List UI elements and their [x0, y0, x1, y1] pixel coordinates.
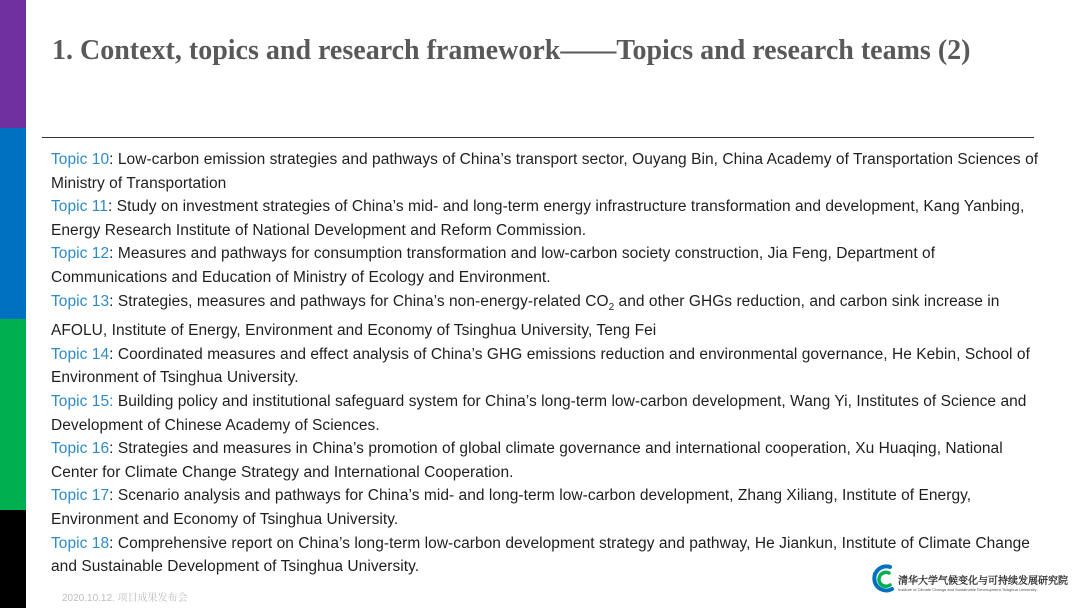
- title-divider: [42, 137, 1034, 138]
- topic-item-16: [51, 437, 1041, 484]
- topic-label: Topic 14: [51, 345, 110, 363]
- topic-label: Topic 11: [51, 198, 108, 216]
- topic-item-15: [51, 390, 1041, 437]
- topic-separator: :: [109, 345, 114, 363]
- tsinghua-iccsd-swirl-icon: [868, 562, 898, 596]
- topic-separator: :: [109, 292, 114, 310]
- topic-label: Topic 13: [51, 292, 110, 310]
- topic-description: Measures and pathways for consumption transformation and low-carbon society construction, Jia Feng, Department of Communications and Education of Ministry of Ecology and Environment.: [51, 245, 936, 286]
- topic-description: Strategies and measures in China’s promotion of global climate governance and international cooperation, Xu Huaqing, National Center for Climate Change Strategy and International Cooperation.: [51, 440, 1003, 481]
- topic-separator: :: [109, 534, 114, 552]
- topic-separator: :: [109, 487, 114, 505]
- topic-description: Coordinated measures and effect analysis of China’s GHG emissions reduction and environmental governance, He Kebin, School of Environment of Tsinghua University.: [51, 345, 1030, 387]
- subscript-2: 2: [608, 301, 615, 313]
- sidebar-stripe-black: [0, 510, 26, 608]
- sidebar-stripe-purple: [0, 0, 26, 128]
- institute-logo: [868, 562, 1074, 598]
- topic-description: Strategies, measures and pathways for China’s non-energy-related CO: [113, 292, 609, 310]
- topic-item-13: [51, 290, 1041, 343]
- topic-description: Low-carbon emission strategies and pathways of China’s transport sector, Ouyang Bin, China Academy of Transportation Sciences of Ministry of Transportation: [51, 151, 1039, 192]
- topic-list: [51, 148, 1041, 579]
- slide-title: 1. Context, topics and research framework——Topics and research teams (2): [52, 35, 971, 66]
- topic-description-continued: and other GHGs reduction, and carbon sink increase in AFOLU, Institute of Energy, Environment and Economy of Tsinghua University, Teng Fei: [51, 292, 1000, 340]
- topic-separator: :: [107, 198, 113, 216]
- topic-separator: :: [109, 151, 114, 168]
- topic-description: Study on investment strategies of China’s mid- and long-term energy infrastructure transformation and development, Kang Yanbing, Energy Research Institute of National Development and Reform Commission.: [51, 198, 1025, 239]
- topic-description: Comprehensive report on China’s long-term low-carbon development strategy and pathway, He Jiankun, Institute of Climate Change and Sustainable Development of Tsinghua University.: [51, 534, 1030, 576]
- sidebar-stripe-green: [0, 319, 26, 510]
- logo-english-name: Institute of Climate Change and Sustainable Development,Tsinghua University: [898, 587, 1037, 592]
- topic-description: Building policy and institutional safeguard system for China’s long-term low-carbon development, Wang Yi, Institutes of Science and Development of Chinese Academy of Sciences.: [51, 393, 1027, 434]
- topic-label: Topic 16: [51, 440, 110, 458]
- topic-description: Scenario analysis and pathways for China’s mid- and long-term low-carbon development, Zhang Xiliang, Institute of Energy, Environment and Economy of Tsinghua University.: [51, 487, 972, 528]
- topic-item-10: [51, 148, 1041, 195]
- topic-item-17: [51, 484, 1041, 531]
- topic-item-14: [51, 343, 1041, 390]
- sidebar-stripe-blue: [0, 128, 26, 319]
- topic-label: Topic 15:: [51, 393, 114, 411]
- topic-item-12: [51, 242, 1041, 289]
- topic-item-11: [51, 195, 1041, 242]
- topic-label: Topic 18: [51, 534, 110, 552]
- topic-separator: :: [109, 245, 114, 263]
- logo-chinese-name: 清华大学气候变化与可持续发展研究院: [898, 576, 1068, 587]
- footer-date: 2020.10.12. 项目成果发布会: [62, 593, 188, 604]
- topic-separator: :: [109, 440, 114, 458]
- topic-label: Topic 17: [51, 487, 110, 505]
- topic-label: Topic 10: [51, 151, 110, 168]
- topic-label: Topic 12: [51, 245, 110, 263]
